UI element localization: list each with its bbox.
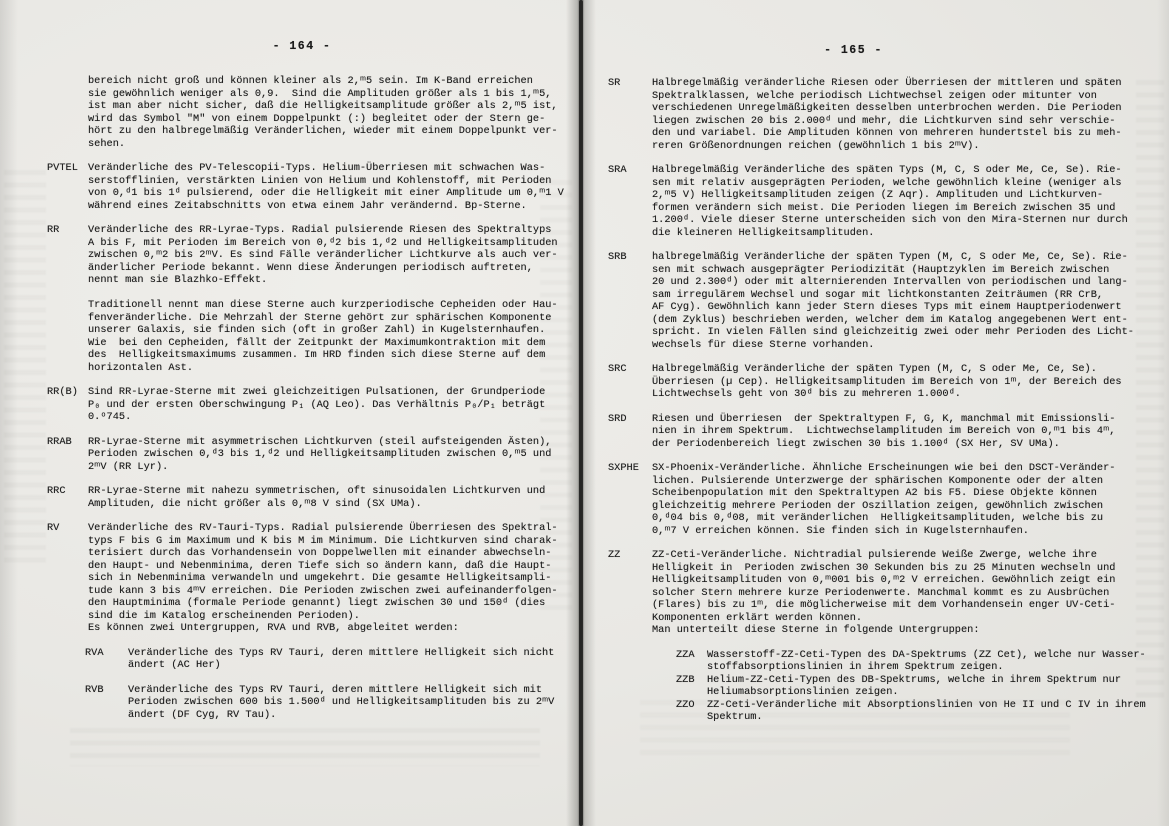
entry-label: ZZA <box>676 648 695 661</box>
entry-text: Halbregelmäßig veränderliche Riesen oder Überriesen der mittleren und späten Spektralklassen, welche periodisch Lichtwechsel zeigen oder mitunter von verschiedenen Unregelmäßigkeiten desselben unterbrochen werden. Die Perioden liegen zwischen 20 bis 2.000ᵈ und mehr, die Lichtkurven sind sehr verschie- den und variabel. Die Amplituden können von mehreren hundertstel bis zu meh- reren Größenordnungen reichen (gewöhnlich 1 bis 2ᵐV). <box>652 77 1122 152</box>
entry-label: ZZO <box>676 698 695 711</box>
entry-text: Riesen und Überriesen der Spektraltypen F, G, K, manchmal mit Emissionsli- nien in ihrem Spektrum. Lichtwechselamplituden im Bereich von 0,ᵐ1 bis 4ᵐ, der Periodenbereich liegt zwischen 30 bis 1.100ᵈ (SX Her, SV UMa). <box>652 412 1116 450</box>
entry-label: RR(B) <box>47 386 78 398</box>
entry-sxphe <box>608 462 1159 537</box>
entry-text: RR-Lyrae-Sterne mit nahezu symmetrischen, oft sinusoidalen Lichtkurven und Amplituden, die nicht größer als 0,ᵐ8 V sind (SX UMa). <box>88 485 546 510</box>
entry-rrab <box>47 436 577 474</box>
entry-label: ZZB <box>676 673 695 686</box>
entry-rrb <box>47 386 577 424</box>
scan-edge-shadow-left <box>0 0 18 826</box>
entry-text: RR-Lyrae-Sterne mit asymmetrischen Lichtkurven (steil aufsteigenden Ästen), Perioden zwischen 0,ᵈ3 bis 1,ᵈ2 und Helligkeitsamplituden zwischen 0,ᵐ5 und 2ᵐV (RR Lyr). <box>88 435 552 473</box>
page-number-left: - 164 - <box>272 40 332 53</box>
entry-text: Veränderliche des Typs RV Tauri, deren mittlere Helligkeit sich nicht ändert (AC Her) <box>128 646 555 671</box>
entry-text: Halbregelmäßig Veränderliche der späten Typen (M, C, S oder Me, Ce, Se). Überriesen (µ Cep). Helligkeitsamplituden im Bereich von 1ᵐ, der Bereich des Lichtwechsels geht von 30ᵈ bis zu mehreren 1.000ᵈ. <box>652 363 1122 400</box>
entry-zza <box>676 649 1159 674</box>
entry-label: SRC <box>608 363 627 375</box>
entry-text: Veränderliche des RR-Lyrae-Typs. Radial pulsierende Riesen des Spektraltyps A bis F, mit Perioden im Bereich von 0,ᵈ2 bis 1,ᵈ2 und Helligkeitsamplituden zwischen 0,ᵐ2 bis 2ᵐV. Es sind Fälle veränderlicher Lichtkurve als auch ver- änderlicher Periode bekannt. Wenn diese Änderungen periodisch auftreten, nennt man sie Blazhko-Effekt. Traditionell nennt man diese Sterne auch kurzperiodische Cepheiden oder Hau- fenveränderliche. Die Mehrzahl der Sterne gehört zur sphärischen Komponente unserer Galaxis, sie finden sich (oft in großer Zahl) in Kugelsternhaufen. Wie bei den Cepheiden, fällt der Zeitpunkt der Maximumkontraktion mit dem des Helligkeitsmaximums zusammen. Im HRD finden sich diese Sterne auf dem horizontalen Ast. <box>88 224 558 374</box>
entry-zzo <box>676 699 1159 724</box>
page-164 <box>47 40 577 733</box>
page-165 <box>608 44 1159 724</box>
entry-text: ZZ-Ceti-Veränderliche mit Absorptionslinien von He II und C IV in ihrem Spektrum. <box>707 698 1146 723</box>
entry-srd <box>608 413 1159 451</box>
page-number-right: - 165 - <box>824 44 883 57</box>
entry-label: SR <box>608 77 621 89</box>
entry-text: SX-Phoenix-Veränderliche. Ähnliche Erscheinungen wie bei den DSCT-Veränder- lichen. Pulsierende Unterzwerge der sphärischen Komponente oder der alten Scheibenpopulation mit den Spektraltypen A2 bis F5. Diese Objekte können gleichzeitig mehrere Perioden der Oszillation zeigen, gewöhnlich zwischen 0,ᵈ04 bis 0,ᵈ08, mit veränderlichen Helligkeitsamplituden, welche bis zu 0,ᵐ7 V erreichen können. Sie finden sich in Kugelsternhaufen. <box>652 462 1116 537</box>
entry-rrc <box>47 485 577 510</box>
entry-rv <box>47 522 577 635</box>
entry-text: Wasserstoff-ZZ-Ceti-Typen des DA-Spektrums (ZZ Cet), welche nur Wasser- stoffabsorptionslinien in ihrem Spektrum zeigen. <box>707 648 1146 673</box>
entry-srb <box>608 251 1159 351</box>
entry-label: SRD <box>608 412 627 425</box>
entry-src <box>608 363 1159 401</box>
entry-rvb <box>85 684 577 722</box>
entry-label: RRAB <box>47 435 72 448</box>
entry-label: PVTEL <box>47 162 78 174</box>
entry-text: Veränderliche des RV-Tauri-Typs. Radial pulsierende Überriesen des Spektral- typs F bis G im Maximum und K bis M im Minimum. Die Lichtkurven sind charak- terisiert durch das Vorhandensein von Doppelwellen mit einander abwechseln- den Haupt- und Nebenminima, deren Tiefe sich so ändern kann, daß die Haupt- sich in Nebenminima verwandeln und umgekehrt. Die gesamte Helligkeitsampli- tude kann 3 bis 4ᵐV erreichen. Die Perioden zwischen zwei aufeinanderfolgen- den Hauptminima (formale Periode genannt) liegt zwischen 30 und 150ᵈ (dies sind die im Katalog erscheinenden Perioden). Es können zwei Untergruppen, RVA und RVB, abgeleitet werden: <box>88 522 558 634</box>
entry-zzb <box>676 674 1159 699</box>
entry-label: RVA <box>85 646 104 659</box>
entry-text: Veränderliche des Typs RV Tauri, deren mittlere Helligkeit sich mit Perioden zwischen 600 bis 1.500ᵈ und Helligkeitsamplituden bis zu 2ᵐV ändert (DF Cyg, RV Tau). <box>128 683 555 721</box>
entry-rva <box>85 647 577 672</box>
entry-sra <box>608 164 1159 239</box>
entry-text: halbregelmäßig Veränderliche der späten Typen (M, C, S oder Me, Ce, Se). Rie- sen mit schwach ausgeprägter Periodizität (Hauptzyklen im Bereich zwischen 20 und 2.300ᵈ) oder mit alternierenden Intervallen von periodischen und lang- sam irregulärem Wechsel und sogar mit lichtkonstanten Zeiträumen (RR CrB, AF Cyg). Gewöhnlich kann jeder Stern dieses Typs mit einem Hauptperiodenwert (dem Zyklus) beschrieben werden, welcher dem im Katalog angegebenen Wert ent- spricht. In vielen Fällen sind gleichzeitig zwei oder mehr Perioden des Licht- wechsels für diese Sterne vorhanden. <box>652 251 1134 351</box>
entry-pvtel <box>47 162 577 212</box>
entry-label: RV <box>47 522 60 534</box>
entry-text: Veränderliche des PV-Telescopii-Typs. Helium-Überriesen mit schwachen Was- serstofflinien, verstärkten Linien von Helium und Kohlenstoff, mit Perioden von 0,ᵈ1 bis 1ᵈ pulsierend, oder die Helligkeit mit einer Amplitude um 0,ᵐ1 V während eines Zeitabschnitts von etwa einem Jahr verändernd. Bp-Sterne. <box>88 162 564 212</box>
entry-label: SXPHE <box>608 462 639 474</box>
entry-label: RVB <box>85 683 104 696</box>
entry-text: Sind RR-Lyrae-Sterne mit zwei gleichzeitigen Pulsationen, der Grundperiode P₀ und der ersten Oberschwingung P₁ (AQ Leo). Das Verhältnis P₀/P₁ beträgt 0.ᵒ745. <box>88 386 546 423</box>
entry-label: RR <box>47 224 60 236</box>
entry-label: SRA <box>608 164 627 176</box>
entry-label: SRB <box>608 251 627 263</box>
entry-label: ZZ <box>608 549 621 561</box>
entry-label: RRC <box>47 485 66 497</box>
entry-text: Halbregelmäßig Veränderliche des späten Typs (M, C, S oder Me, Ce, Se). Rie- sen mit relativ ausgeprägten Perioden, welche gewöhnlich kleine (weniger als 2,ᵐ5 V) Helligkeitsamplituden zeigen (Z Aqr). Amplituden und Lichtkurven- formen verändern sich meist. Die Perioden liegen im Bereich zwischen 35 und 1.200ᵈ. Viele dieser Sterne unterscheiden sich von den Mira-Sternen nur durch die kleineren Helligkeitsamplituden. <box>652 164 1128 239</box>
bleed-through-artifact <box>70 728 540 766</box>
entry-zz <box>608 549 1159 637</box>
entry-rr <box>47 224 577 374</box>
entry-sr <box>608 77 1159 152</box>
continuation-paragraph: bereich nicht groß und können kleiner als 2,ᵐ5 sein. Im K-Band erreichen sie gewöhnlich weniger als 0,9. Sind die Amplituden größer als 1 bis 1,ᵐ5, ist man aber nicht sicher, daß die Helligkeitsamplitude größer als 2,ᵐ5 ist, wird das Symbol "M" von einem Doppelpunkt (:) begleitet oder der Stern ge- hört zu den halbregelmäßig Veränderlichen, wieder mit einem Doppelpunkt ver- sehen. <box>88 75 558 150</box>
scan-edge-shadow-right <box>1157 0 1169 826</box>
page-gutter-fold-line <box>579 0 583 826</box>
entry-text: Helium-ZZ-Ceti-Typen des DB-Spektrums, welche in ihrem Spektrum nur Heliumabsorptionslinien zeigen. <box>707 673 1122 698</box>
entry-text: ZZ-Ceti-Veränderliche. Nichtradial pulsierende Weiße Zwerge, welche ihre Helligkeit in Perioden zwischen 30 Sekunden bis zu 25 Minuten wechseln und Helligkeitsamplituden von 0,ᵐ001 bis 0,ᵐ2 V erreichen. Gewöhnlich zeigt ein solcher Stern mehrere kurze Periodenwerte. Manchmal kommt es zu Ausbrüchen (Flares) bis zu 1ᵐ, die möglicherweise mit dem Vorhandensein enger UV-Ceti- Komponenten erklärt werden können. Man unterteilt diese Sterne in folgende Untergruppen: <box>652 549 1116 636</box>
